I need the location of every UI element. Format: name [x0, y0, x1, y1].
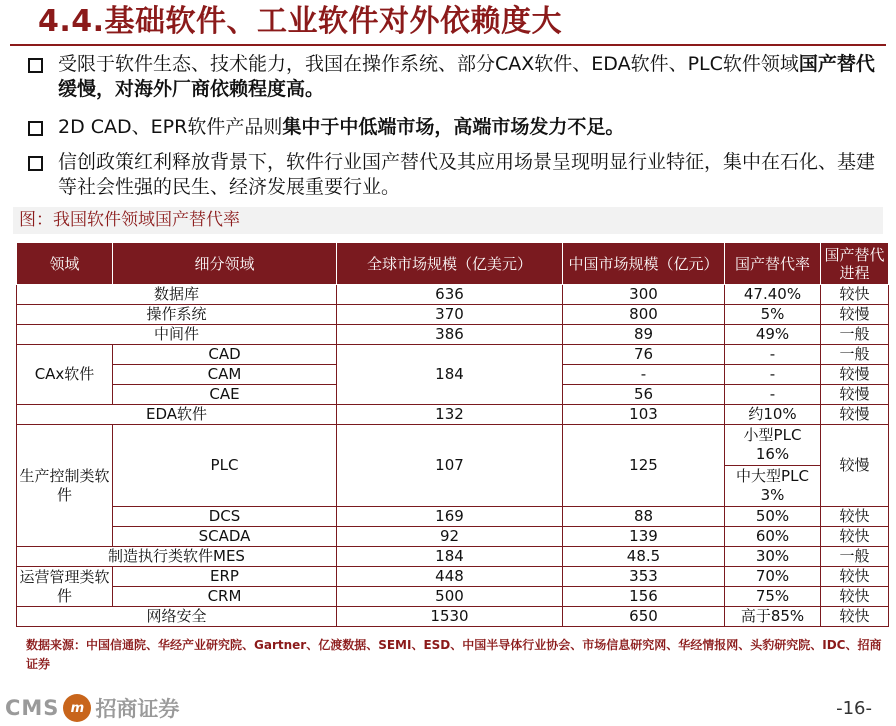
table-row: [17, 305, 889, 325]
title-divider: [10, 44, 886, 46]
cell-china: 88: [563, 507, 725, 527]
bullet-1: [28, 52, 890, 102]
cell-global: 1530: [337, 607, 563, 627]
group-label: 生产控制类软件: [17, 425, 113, 547]
logo-text-en: CMS: [5, 696, 60, 720]
cell-global: 500: [337, 587, 563, 607]
cell-progress: 一般: [821, 325, 889, 345]
row-label: SCADA: [113, 527, 337, 547]
col-header-rate: 国产替代率: [725, 243, 821, 285]
cell-rate: -: [725, 365, 821, 385]
cell-rate-large-plc: 中大型PLC 3%: [725, 466, 821, 507]
cell-china: 300: [563, 285, 725, 305]
cell-global: 386: [337, 325, 563, 345]
cell-china: 800: [563, 305, 725, 325]
row-label: CAE: [113, 385, 337, 405]
cell-progress: 较快: [821, 607, 889, 627]
table-row: [17, 587, 889, 607]
cell-rate: 49%: [725, 325, 821, 345]
cell-global: 636: [337, 285, 563, 305]
cell-rate: 60%: [725, 527, 821, 547]
cell-progress: 一般: [821, 345, 889, 365]
company-logo: [5, 692, 179, 724]
cell-rate: 70%: [725, 567, 821, 587]
table-row: [17, 547, 889, 567]
cell-progress: 较慢: [821, 385, 889, 405]
row-label: 中间件: [17, 325, 337, 345]
row-label: EDA软件: [17, 405, 337, 425]
cell-rate: 30%: [725, 547, 821, 567]
cell-china: 650: [563, 607, 725, 627]
group-label: 运营管理类软件: [17, 567, 113, 607]
cell-progress: 较快: [821, 587, 889, 607]
row-label: ERP: [113, 567, 337, 587]
cell-china: 103: [563, 405, 725, 425]
bullet-2-bold: 集中于中低端市场，高端市场发力不足。: [282, 116, 625, 138]
checkbox-bullet-icon: [28, 121, 43, 136]
cell-global: 370: [337, 305, 563, 325]
cell-china: 76: [563, 345, 725, 365]
cell-progress: 较慢: [821, 305, 889, 325]
table-row: [17, 527, 889, 547]
cell-china: -: [563, 365, 725, 385]
cell-rate: 47.40%: [725, 285, 821, 305]
cell-rate: -: [725, 345, 821, 365]
bullet-3: [28, 150, 890, 200]
cell-china: 353: [563, 567, 725, 587]
table-row: [17, 507, 889, 527]
cell-global: 169: [337, 507, 563, 527]
table-row: [17, 425, 889, 466]
cell-global: 92: [337, 527, 563, 547]
cell-china: 139: [563, 527, 725, 547]
cell-progress: 较快: [821, 567, 889, 587]
row-label: PLC: [113, 425, 337, 507]
table-row: [17, 285, 889, 305]
cell-progress: 较慢: [821, 405, 889, 425]
cell-rate: 75%: [725, 587, 821, 607]
data-source-note: 数据来源：中国信通院、华经产业研究院、Gartner、亿渡数据、SEMI、ESD、中国半导体行业协会、市场信息研究网、华经情报网、头豹研究院、IDC、招商证券: [26, 638, 882, 671]
row-label: 操作系统: [17, 305, 337, 325]
figure-caption: 图：我国软件领域国产替代率: [13, 207, 883, 234]
cell-global: 184: [337, 547, 563, 567]
bullet-3-text: 信创政策红利释放背景下，软件行业国产替代及其应用场景呈现明显行业特征，集中在石化、基建等社会性强的民生、经济发展重要行业。: [58, 151, 876, 198]
checkbox-bullet-icon: [28, 156, 43, 171]
cell-rate: -: [725, 385, 821, 405]
cell-rate: 50%: [725, 507, 821, 527]
cell-progress: 较快: [821, 507, 889, 527]
cell-global: 448: [337, 567, 563, 587]
row-label: 网络安全: [17, 607, 337, 627]
checkbox-bullet-icon: [28, 58, 43, 73]
bullet-1-text: 受限于软件生态、技术能力，我国在操作系统、部分CAX软件、EDA软件、PLC软件领域: [58, 53, 799, 75]
cell-rate-small-plc: 小型PLC 16%: [725, 425, 821, 466]
bullet-2: [28, 115, 890, 140]
col-header-subdomain: 细分领域: [113, 243, 337, 285]
bullet-2-text: 2D CAD、EPR软件产品则: [58, 116, 283, 138]
substitution-table: [16, 242, 889, 627]
table-row: [17, 345, 889, 365]
cell-progress: 较慢: [821, 365, 889, 385]
cell-china: 156: [563, 587, 725, 607]
table-row: [17, 325, 889, 345]
cell-rate: 5%: [725, 305, 821, 325]
cell-progress: 一般: [821, 547, 889, 567]
page-number: -16-: [836, 698, 872, 719]
logo-emblem-icon: m: [63, 694, 91, 722]
cell-rate: 约10%: [725, 405, 821, 425]
col-header-global: 全球市场规模（亿美元）: [337, 243, 563, 285]
row-label: CAD: [113, 345, 337, 365]
col-header-china: 中国市场规模（亿元）: [563, 243, 725, 285]
row-label: 数据库: [17, 285, 337, 305]
col-header-progress: 国产替代进程: [821, 243, 889, 285]
col-header-domain: 领域: [17, 243, 113, 285]
bullet-1-bold: 国产替代缓慢，对海外厂商依赖程度高。: [58, 53, 875, 100]
cell-china: 56: [563, 385, 725, 405]
row-label: CAM: [113, 365, 337, 385]
logo-text-cn: 招商证券: [95, 697, 180, 721]
table-row: [17, 607, 889, 627]
table-row: [17, 405, 889, 425]
cell-progress: 较快: [821, 285, 889, 305]
page-title: 4.4.基础软件、工业软件对外依赖度大: [38, 4, 563, 39]
cell-global: 184: [337, 345, 563, 405]
cell-progress: 较快: [821, 527, 889, 547]
cell-progress: 较慢: [821, 425, 889, 507]
table-row: [17, 567, 889, 587]
cell-china: 125: [563, 425, 725, 507]
cell-china: 89: [563, 325, 725, 345]
row-label: 制造执行类软件MES: [17, 547, 337, 567]
cell-global: 107: [337, 425, 563, 507]
row-label: CRM: [113, 587, 337, 607]
cell-global: 132: [337, 405, 563, 425]
table-header-row: [17, 243, 889, 285]
cell-china: 48.5: [563, 547, 725, 567]
group-label: CAx软件: [17, 345, 113, 405]
row-label: DCS: [113, 507, 337, 527]
cell-rate: 高于85%: [725, 607, 821, 627]
